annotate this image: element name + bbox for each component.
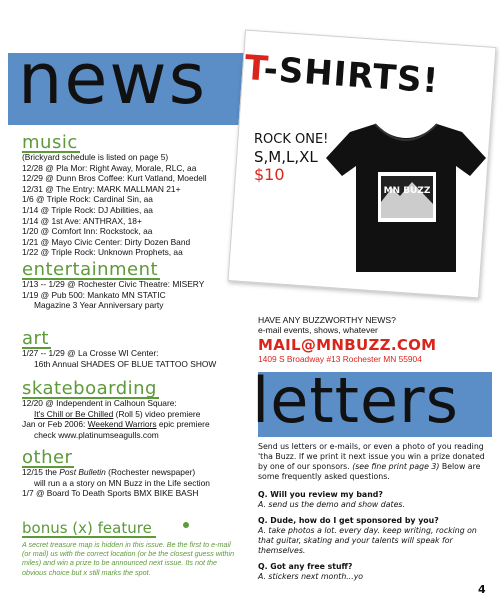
tshirt-heading-letter: T — [243, 48, 266, 90]
shirt-print-text: MN BUZZ — [383, 186, 431, 196]
list-item: 12/31 @ The Entry: MARK MALLMAN 21+ — [22, 183, 181, 194]
other-heading: other — [22, 447, 73, 468]
list-item: 1/19 @ Pub 500: Mankato MN STATIC — [22, 289, 166, 300]
list-item: 12/29 @ Dunn Bros Coffee: Kurt Vatland, Moedell — [22, 173, 207, 184]
list-item-text: (Roll 5) video premiere — [113, 408, 201, 419]
list-item: 1/14 @ Triple Rock: DJ Abilities, aa — [22, 204, 153, 215]
letters-intro — [258, 442, 494, 482]
faq-item — [258, 562, 494, 582]
list-item: 1/27 -- 1/29 @ La Crosse WI Center: — [22, 348, 159, 358]
list-item: check www.platinumseagulls.com — [34, 429, 159, 440]
list-item: 1/21 @ Mayo Civic Center: Dirty Dozen Band — [22, 236, 191, 247]
buzzworthy-subline: e-mail events, shows, whatever — [258, 325, 378, 335]
list-item: 1/13 -- 1/29 @ Rochester Civic Theatre: MISERY — [22, 279, 205, 289]
mailing-address: 1409 S Broadway #13 Rochester MN 55904 — [258, 354, 422, 364]
intro-text: Send us letters or e-mails, or even a photo of you reading 'tha Buzz. If we print it next issue you win a prize donated by one of our sponsors. — [258, 442, 485, 471]
news-title: news — [18, 38, 208, 120]
intro-text: Below are some frequently asked questions. — [258, 462, 481, 481]
newspaper-name: Post Bulletin — [59, 467, 106, 477]
art-heading: art — [22, 328, 49, 349]
list-item — [22, 409, 210, 420]
video-title: Weekend Warriors — [87, 419, 157, 430]
skateboarding-list — [22, 398, 210, 440]
buzzworthy-prompt — [258, 315, 396, 335]
faq-item — [258, 516, 494, 556]
list-item — [22, 467, 210, 478]
bonus-text: A secret treasure map is hidden in this issue. Be the first to e-mail (or mail) us with the correct location (or be the closest guess within miles) and win a prize to be announced next issue. Its not the obvious choice but x still marks the spot. — [22, 540, 235, 577]
faq-answer: A. stickers next month...yo — [258, 572, 364, 581]
list-item: 1/7 @ Board To Death Sports BMX BIKE BASH — [22, 488, 199, 499]
tshirt-image — [320, 110, 490, 280]
skateboarding-heading: skateboarding — [22, 378, 157, 399]
faq-answer: A. send us the demo and show dates. — [258, 500, 405, 509]
list-item-text: epic premiere — [156, 419, 210, 430]
list-item-text: Jan or Feb 2006: — [22, 419, 88, 430]
list-item: 12/20 @ Independent in Calhoun Square: — [22, 398, 177, 408]
music-heading: music — [22, 132, 78, 153]
entertainment-heading: entertainment — [22, 259, 159, 280]
list-item: 16th Annual SHADES OF BLUE TATTOO SHOW — [34, 358, 217, 369]
list-item-text: 12/15 the — [22, 467, 60, 477]
faq-answer: A. take photos a lot. every day. keep writing, rocking on that guitar, skating and your talents will speak for themselves. — [258, 526, 477, 555]
tshirt-sizes: S,M,L,XL — [254, 148, 318, 166]
faq-question: Q. Got any free stuff? — [258, 562, 353, 571]
music-list — [22, 152, 207, 258]
list-item: (Brickyard schedule is listed on page 5) — [22, 152, 169, 162]
letters-title: letters — [252, 364, 459, 437]
video-title: It's Chill or Be Chilled — [34, 408, 114, 419]
fine-print-note: (see fine print page 3) — [352, 462, 440, 471]
faq-item — [258, 490, 494, 510]
faq-question: Q. Dude, how do I get sponsored by you? — [258, 516, 439, 525]
list-item-text: (Rochester newspaper) — [105, 467, 196, 477]
bonus-heading: bonus (x) feature — [22, 520, 156, 538]
list-item: 1/14 @ 1st Ave: ANTHRAX, 18+ — [22, 215, 142, 226]
tshirt-heading-rest: -SHIRTS! — [262, 49, 441, 102]
contact-email[interactable]: MAIL@MNBUZZ.COM — [258, 336, 437, 354]
buzzworthy-question: HAVE ANY BUZZWORTHY NEWS? — [258, 315, 396, 325]
list-item: 1/20 @ Comfort Inn: Rockstock, aa — [22, 226, 153, 237]
list-item: Magazine 3 Year Anniversary party — [34, 300, 164, 311]
page-number: 4 — [478, 583, 486, 596]
tshirt-price: $10 — [254, 165, 285, 184]
list-item: will run a a story on MN Buzz in the Life section — [34, 477, 210, 488]
faq-question: Q. Will you review my band? — [258, 490, 383, 499]
list-item — [22, 419, 210, 430]
bonus-dot — [183, 522, 189, 528]
list-item: 1/22 @ Triple Rock: Unknown Prophets, aa — [22, 247, 183, 258]
list-item: 12/28 @ Pla Mor: Right Away, Morale, RLC, aa — [22, 162, 197, 173]
art-list — [22, 348, 216, 369]
entertainment-list — [22, 279, 204, 311]
rock-one-label: ROCK ONE! — [254, 132, 329, 147]
list-item: 1/6 @ Triple Rock: Cardinal Sin, aa — [22, 194, 153, 205]
other-list — [22, 467, 210, 499]
